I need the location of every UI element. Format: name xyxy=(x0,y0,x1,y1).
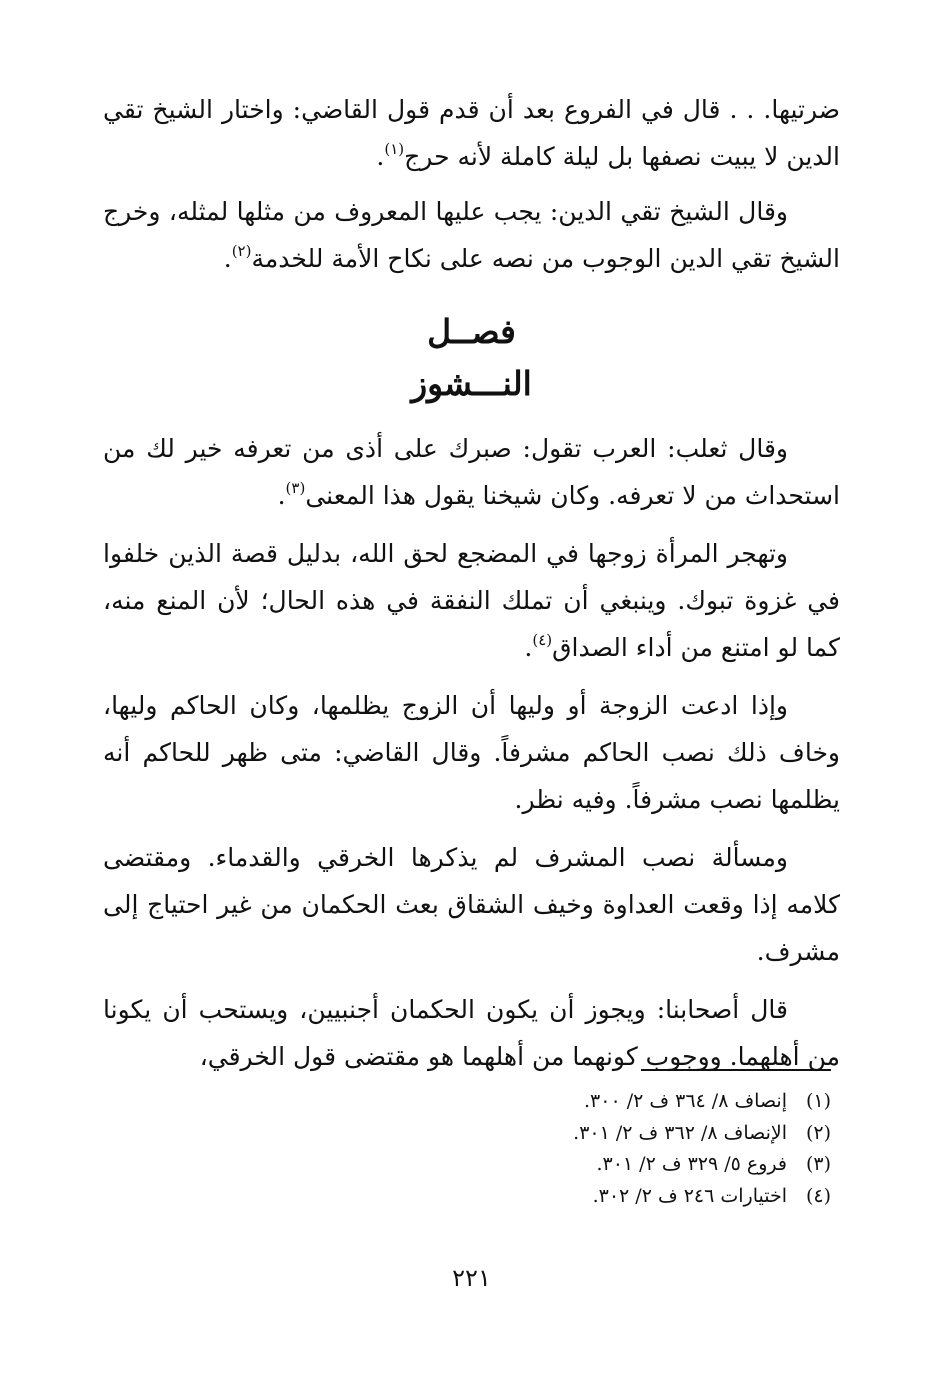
footnote-marker: (٢) xyxy=(231,242,252,260)
footnote-divider xyxy=(641,1069,831,1071)
footnote-number: (٣) xyxy=(805,1153,831,1175)
footnote-marker: (٣) xyxy=(285,479,306,497)
paragraph xyxy=(103,682,840,823)
footnote-text: الإنصاف ٨/ ٣٦٢ ف ٢/ ٣٠١. xyxy=(573,1121,787,1144)
paragraph-end: . xyxy=(277,481,286,510)
paragraph-end: . xyxy=(223,244,232,273)
paragraph xyxy=(103,188,840,282)
paragraph xyxy=(103,986,840,1080)
top-text-block xyxy=(103,86,840,282)
paragraph-text: ومسألة نصب المشرف لم يذكرها الخرقي والقدماء. ومقتضى كلامه إذا وقعت العداوة وخيف الشقاق بعث الحكمان من غير احتياج إلى مشرف. xyxy=(103,843,840,966)
footnote-text: اختيارات ٢٤٦ ف ٢/ ٣٠٢. xyxy=(592,1184,787,1207)
footnote-number: (٤) xyxy=(805,1184,831,1207)
paragraph-text: وقال الشيخ تقي الدين: يجب عليها المعروف من مثلها لمثله، وخرج الشيخ تقي الدين الوجوب من نصه على نكاح الأمة للخدمة xyxy=(103,197,840,273)
footnote-item xyxy=(431,1118,831,1150)
footnotes xyxy=(431,1086,831,1212)
footnote-item xyxy=(431,1181,831,1213)
footnote-item xyxy=(431,1086,831,1118)
paragraph xyxy=(103,834,840,975)
main-text-block xyxy=(103,425,840,1080)
footnote-number: (١) xyxy=(805,1090,831,1112)
paragraph xyxy=(103,530,840,671)
paragraph-end: . xyxy=(376,142,385,171)
paragraph xyxy=(103,425,840,519)
paragraph-text: ضرتيها. . . قال في الفروع بعد أن قدم قول القاضي: واختار الشيخ تقي الدين لا يبيت نصفها بل ليلة كاملة لأنه حرج xyxy=(103,95,840,171)
paragraph-text: وقال ثعلب: العرب تقول: صبرك على أذى من تعرفه خير لك من استحداث من لا تعرفه. وكان شيخنا يقول هذا المعنى xyxy=(103,434,840,510)
paragraph xyxy=(103,86,840,180)
footnote-text: فروع ٥/ ٣٢٩ ف ٢/ ٣٠١. xyxy=(596,1153,787,1175)
footnote-marker: (١) xyxy=(384,140,405,158)
section-subtitle-text: النـــشوز xyxy=(411,364,532,403)
section-title-text: فصــل xyxy=(427,312,516,351)
footnote-item xyxy=(431,1149,831,1181)
section-title xyxy=(0,312,943,352)
paragraph-text: وتهجر المرأة زوجها في المضجع لحق الله، بدليل قصة الذين خلفوا في غزوة تبوك. وينبغي أن تملك النفقة في هذه الحال؛ لأن المنع منه، كما لو امتنع من أداء الصداق xyxy=(103,539,840,662)
page-number: ٢٢١ xyxy=(452,1264,491,1292)
footnote-text: إنصاف ٨/ ٣٦٤ ف ٢/ ٣٠٠. xyxy=(584,1090,787,1112)
footnote-marker: (٤) xyxy=(532,631,553,649)
footnote-number: (٢) xyxy=(805,1121,831,1144)
paragraph-text: وإذا ادعت الزوجة أو وليها أن الزوج يظلمها، وكان الحاكم وليها، وخاف ذلك نصب الحاكم مشرفاً. وقال القاضي: متى ظهر للحاكم أنه يظلمها نصب مشرفاً. وفيه نظر. xyxy=(103,691,840,814)
section-subtitle xyxy=(0,364,943,404)
paragraph-text: قال أصحابنا: ويجوز أن يكون الحكمان أجنبيين، ويستحب أن يكونا من أهلهما. ووجوب كونهما من أهلهما هو مقتضى قول الخرقي، xyxy=(103,995,840,1071)
paragraph-end: . xyxy=(524,633,533,662)
